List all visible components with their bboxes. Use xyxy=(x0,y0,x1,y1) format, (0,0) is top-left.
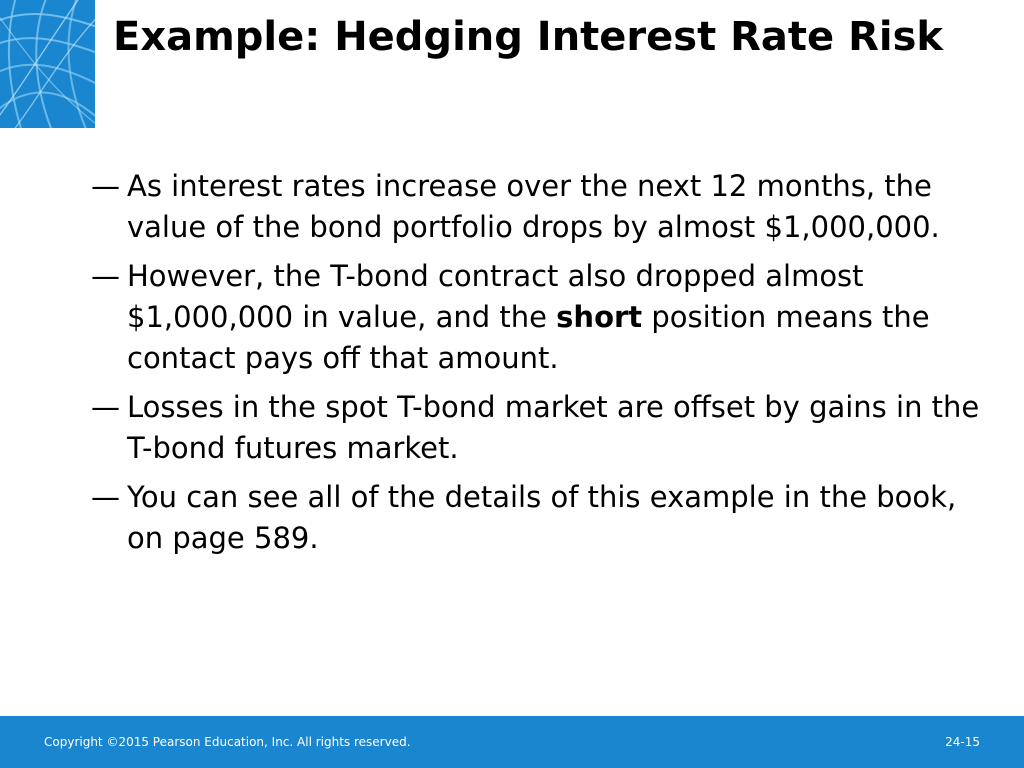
copyright-text: Copyright ©2015 Pearson Education, Inc. All rights reserved. xyxy=(44,735,411,749)
bullet-text: You can see all of the details of this example in the book, on page 589. xyxy=(127,480,957,555)
page-number: 24-15 xyxy=(945,735,980,749)
bullet-item xyxy=(91,166,991,248)
bullet-text-before: However, the T-bond contract also dropped almost $1,000,000 in value, and the xyxy=(127,259,864,334)
bullet-item xyxy=(91,477,991,559)
dash-bullet-icon: — xyxy=(91,169,120,203)
bullet-item xyxy=(91,387,991,469)
bullet-text: As interest rates increase over the next 12 months, the value of the bond portfolio drops by almost $1,000,000. xyxy=(127,169,940,244)
bullet-item xyxy=(91,256,991,379)
bullet-text: Losses in the spot T-bond market are offset by gains in the T-bond futures market. xyxy=(127,390,980,465)
dash-bullet-icon: — xyxy=(91,480,120,514)
slide-title: Example: Hedging Interest Rate Risk xyxy=(113,14,944,60)
bullet-text-after: position means the contact pays off that amount. xyxy=(127,300,930,375)
bullet-emphasis: short xyxy=(556,300,643,334)
bullet-text xyxy=(127,256,991,379)
slide-footer xyxy=(0,716,1024,768)
bullet-list xyxy=(91,166,991,567)
globe-lines-icon xyxy=(0,0,95,128)
dash-bullet-icon: — xyxy=(91,259,120,293)
dash-bullet-icon: — xyxy=(91,390,120,424)
